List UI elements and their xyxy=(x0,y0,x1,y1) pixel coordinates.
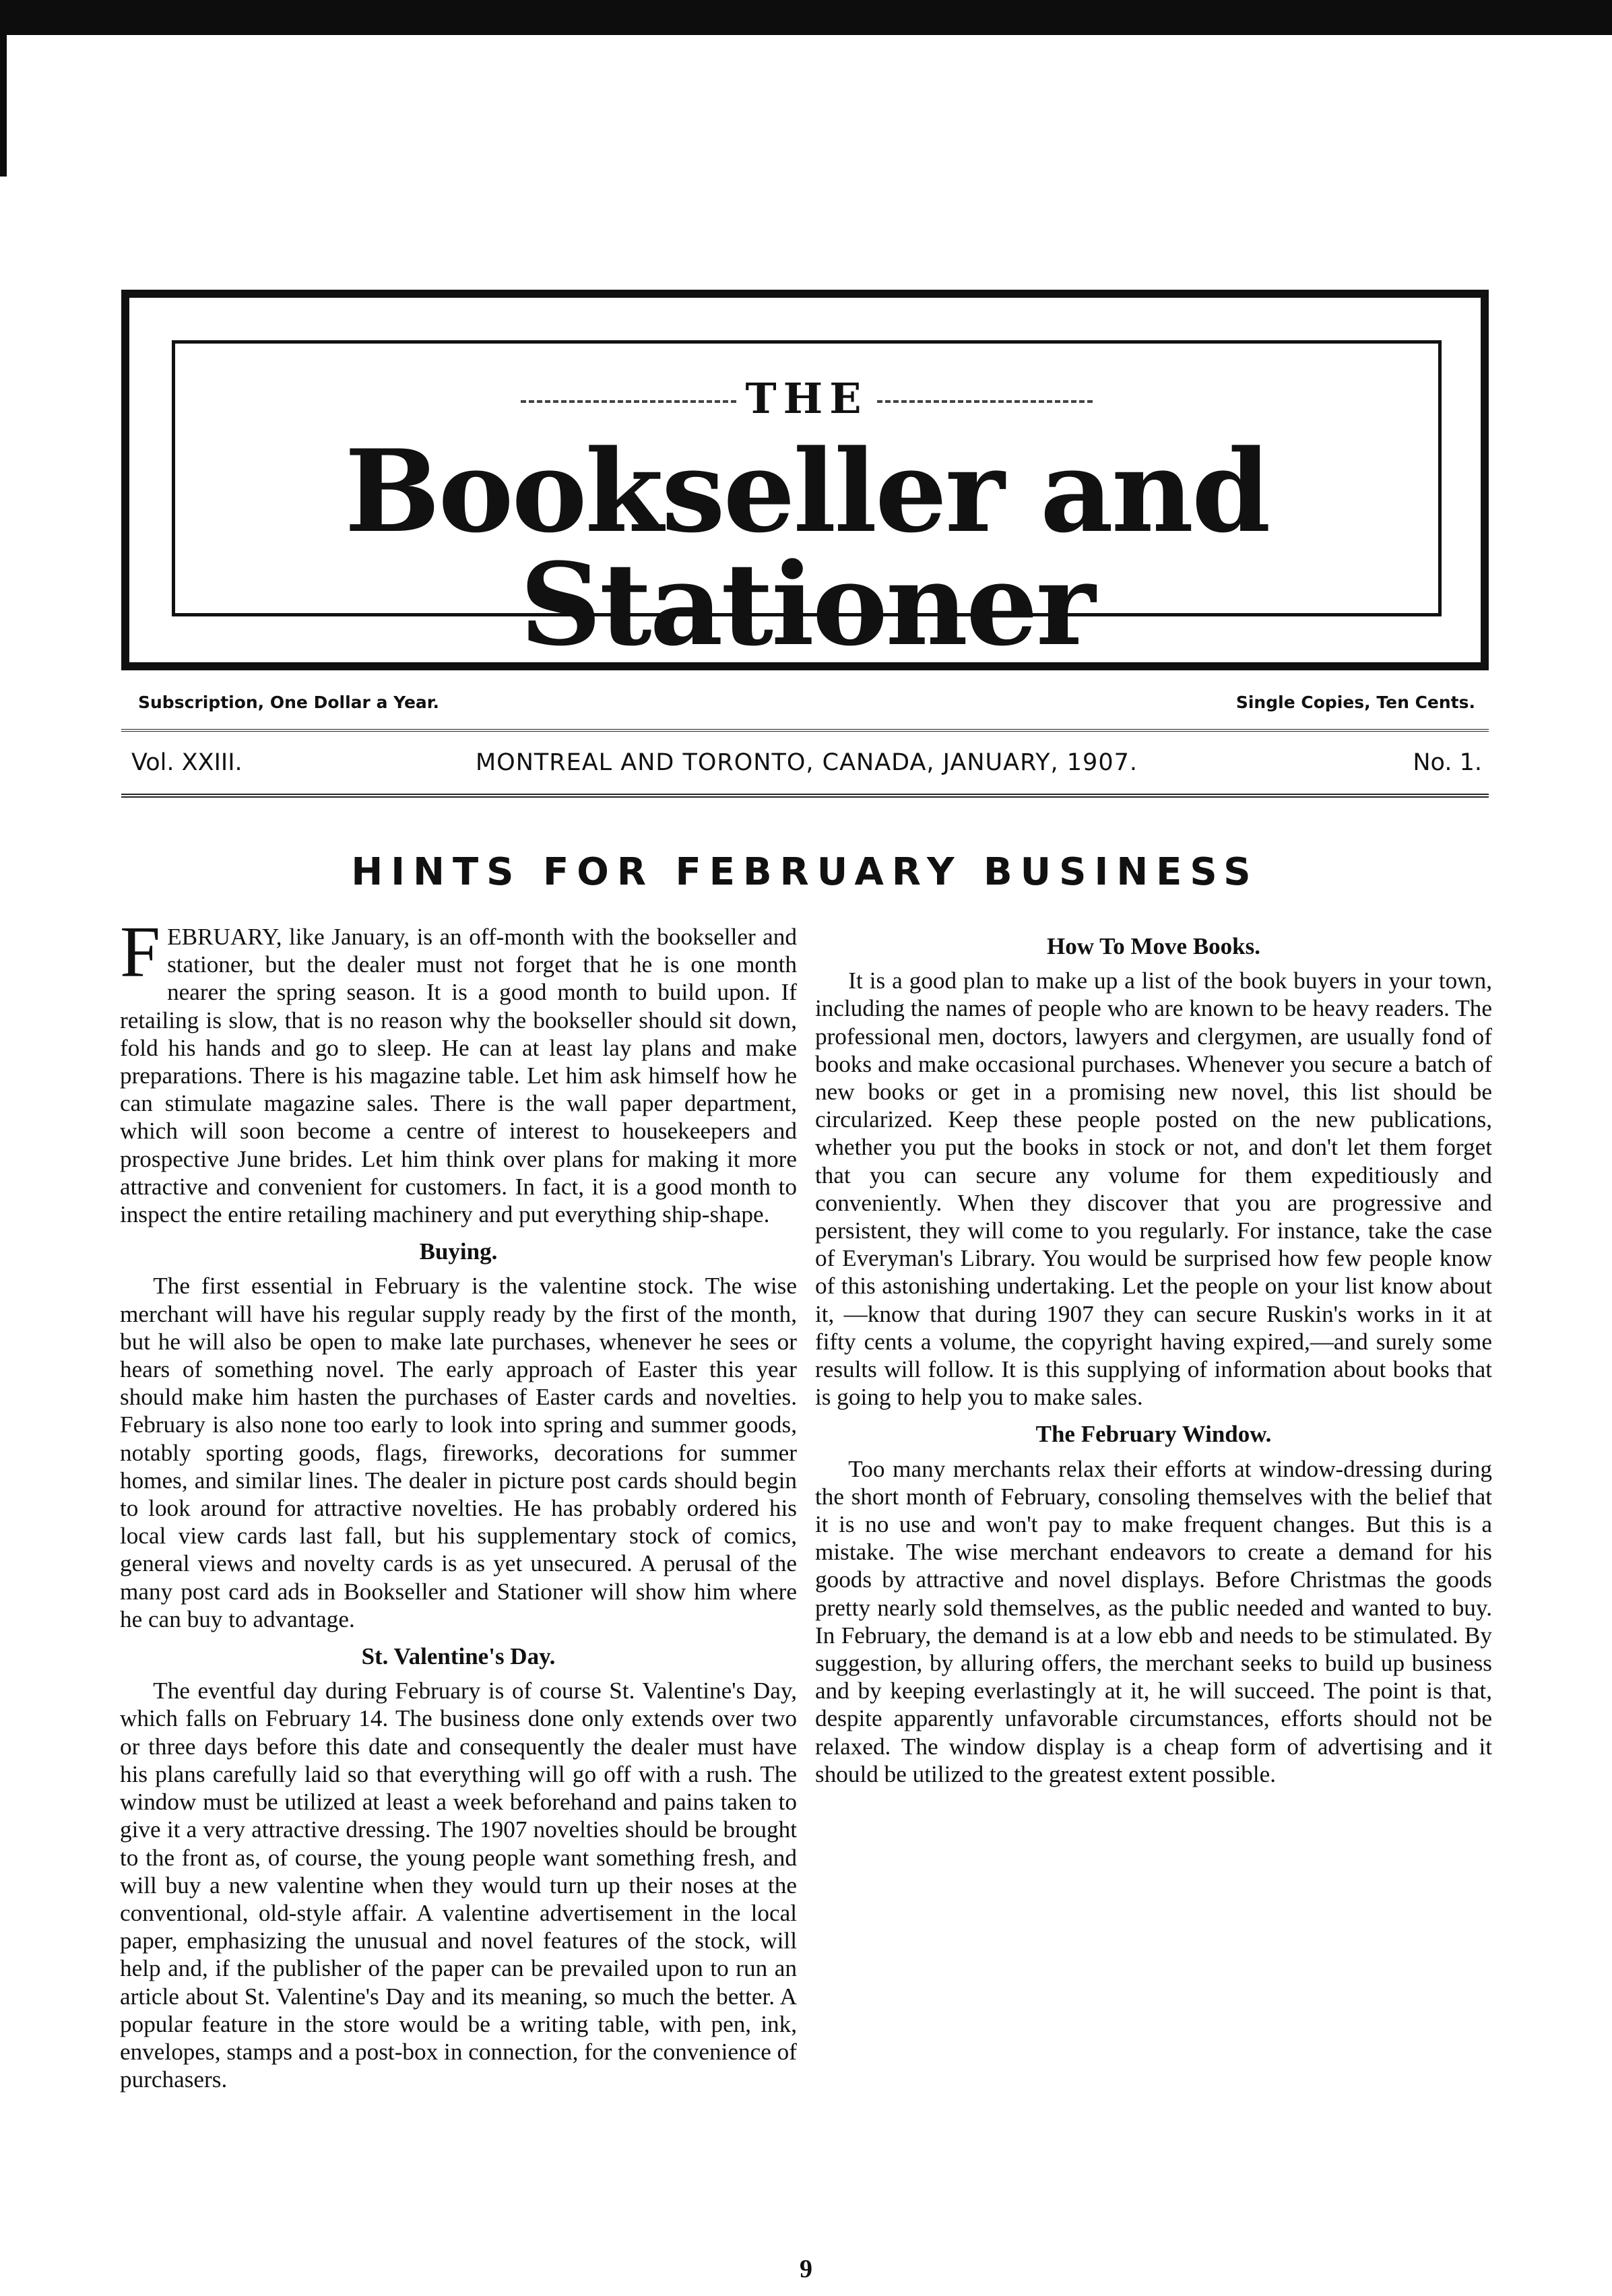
issue-place-date: MONTREAL AND TORONTO, CANADA, JANUARY, 1907. xyxy=(475,749,1138,776)
scan-left-border xyxy=(0,35,7,177)
single-copy-price: Single Copies, Ten Cents. xyxy=(1235,693,1475,712)
section-heading-buying: Buying. xyxy=(419,1238,498,1265)
text-column-left xyxy=(120,923,797,2250)
intro-text: EBRUARY, like January, is an off-month with the bookseller and stationer, but the dealer must not forget that he is one month nearer the spring season. It is a good month to build upon. If retailing is slow, that is no reason why the bookseller should sit down, fold his hands and go to sleep. He can at least lay plans and make preparations. There is his magazine table. Let him ask himself how he can stimulate magazine sales. There is the wall paper department, which will soon become a centre of interest to housekeepers and prospective June brides. Let him think over plans for making it more attractive and convenient for customers. In fact, it is a good month to inspect the entire retailing machinery and put everything ship-shape. xyxy=(120,924,797,1228)
issue-number: No. 1. xyxy=(1413,749,1482,776)
issue-row xyxy=(131,749,1482,783)
section-text-move-books: It is a good plan to make up a list of the book buyers in your town, including the names of people who are known to be heavy readers. The professional men, doctors, lawyers and clergymen, are usually fond of books and make occasional purchases. Whenever you secure a batch of new books or get in a promising new novel, this list should be circularized. Keep these people posted on the new publications, whether you put the books in stock or not, and don't let them forget that you can secure any volume for them expeditiously and conveniently. When they discover that you are progressive and persistent, they will come to you regularly. For instance, take the case of Everyman's Library. You would be surprised how few people know of this astonishing undertaking. Let the people on your list know about it, —know that during 1907 they can secure Ruskin's works in it at fifty cents a volume, the copyright having expired,—and surely some results will follow. It is this supplying of information about books that is going to help you to make sales. xyxy=(815,967,1492,1411)
section-heading-february-window: The February Window. xyxy=(1035,1421,1272,1448)
section-text-buying: The first essential in February is the valentine stock. The wise merchant will have his regular supply ready by the first of the month, but he will also be open to make late purchases, whenever he sees or hears of something novel. The early approach of Easter this year should make him hasten the purchases of Easter cards and novelties. February is also none too early to look into spring and summer goods, notably sporting goods, flags, fireworks, decorations for summer homes, and similar lines. The dealer in picture post cards should begin to look around for attractive novelties. He has probably ordered his local view cards last fall, but his supplementary stock of comics, general views and novelty cards is as yet unsecured. A perusal of the many post card ads in Bookseller and Stationer will show him where he can buy to advantage. xyxy=(120,1273,797,1632)
drop-cap: F xyxy=(120,923,161,992)
section-heading-move-books: How To Move Books. xyxy=(1047,933,1260,959)
divider-rule xyxy=(121,794,1489,798)
masthead-title: Bookseller and Stationer xyxy=(344,424,1269,671)
scan-top-border xyxy=(0,0,1612,35)
intro-paragraph xyxy=(120,923,797,1228)
article-headline: HINTS FOR FEBRUARY BUSINESS xyxy=(351,850,1259,894)
subscription-price: Subscription, One Dollar a Year. xyxy=(138,693,440,712)
text-column-right xyxy=(815,923,1492,2250)
masthead-the xyxy=(175,374,1438,423)
section-text-february-window: Too many merchants relax their efforts at window-dressing during the short month of February, consoling themselves with the belief that it is no use and won't pay to make frequent changes. But this is a mistake. The wise merchant endeavors to create a demand for his goods by attractive and novel displays. Before Christmas the goods pretty nearly sold themselves, as the public needed and wanted to buy. In February, the demand is at a low ebb and needs to be stimulated. By suggestion, by alluring offers, the merchant seeks to build up business and by keeping everlastingly at it, he will succeed. The point is that, despite apparently unfavorable circumstances, efforts should not be relaxed. The window display is a cheap form of advertising and it should be utilized to the greatest extent possible. xyxy=(815,1455,1492,1787)
section-heading-valentines: St. Valentine's Day. xyxy=(361,1643,556,1670)
divider-rule xyxy=(121,729,1489,732)
masthead-ornament-left xyxy=(521,400,736,404)
subscription-row xyxy=(138,693,1475,720)
masthead-ornament-right xyxy=(877,400,1093,404)
page-number: 9 xyxy=(800,2255,812,2283)
masthead xyxy=(172,340,1442,671)
volume-label: Vol. XXIII. xyxy=(131,749,243,776)
masthead-the-text: THE xyxy=(745,374,868,423)
section-text-valentines: The eventful day during February is of course St. Valentine's Day, which falls on February 14. The business done only extends over two or three days before this date and consequently the dealer must have his plans carefully laid so that everything will go off with a rush. The window must be utilized at least a week beforehand and pains taken to give it a very attractive dressing. The 1907 novelties should be brought to the front as, of course, the young people want something fresh, and will buy a new valentine when they would turn up their noses at the conventional, old-style affair. A valentine advertisement in the local paper, emphasizing the unusual and novel features of the stock, will help and, if the publisher of the paper can be prevailed upon to run an article about St. Valentine's Day and its meaning, so much the better. A popular feature in the store would be a writing table, with pen, ink, envelopes, stamps and a post-box in connection, for the convenience of purchasers. xyxy=(120,1678,797,2093)
